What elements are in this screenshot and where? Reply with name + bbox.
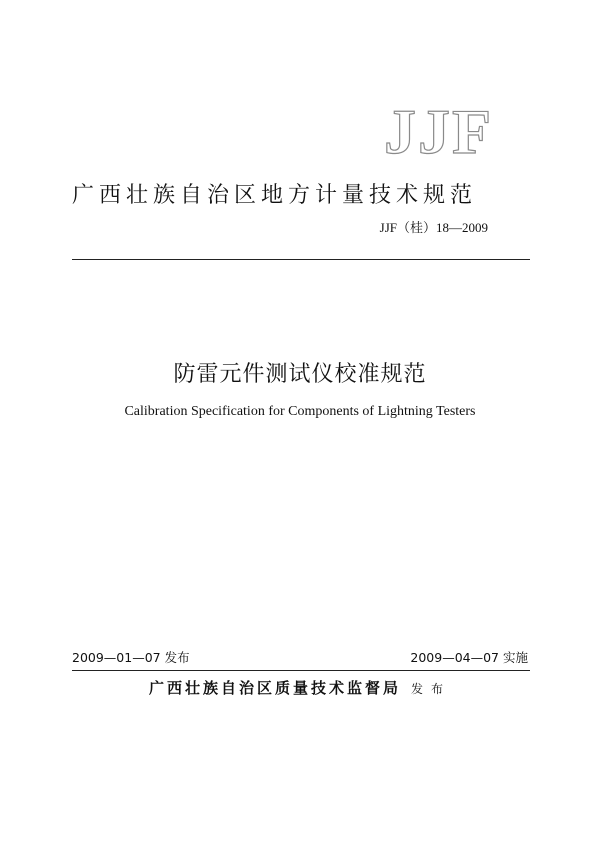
series-title: 广西壮族自治区地方计量技术规范 xyxy=(72,183,478,208)
header-divider xyxy=(72,259,530,260)
footer-divider xyxy=(72,670,530,671)
publisher-line xyxy=(0,676,600,701)
jjf-logo: JJF xyxy=(384,96,494,167)
implementation-date: 2009—04—07 实施 xyxy=(410,650,528,665)
title-english: Calibration Specification for Components of Lightning Testers xyxy=(124,404,476,419)
document-number: JJF（桂）18—2009 xyxy=(379,220,488,235)
issue-date: 2009—01—07 发布 xyxy=(72,650,190,665)
title-chinese: 防雷元件测试仪校准规范 xyxy=(173,362,427,387)
publisher-name: 广西壮族自治区质量技术监督局 xyxy=(148,679,401,697)
publisher-action: 发布 xyxy=(411,682,452,696)
